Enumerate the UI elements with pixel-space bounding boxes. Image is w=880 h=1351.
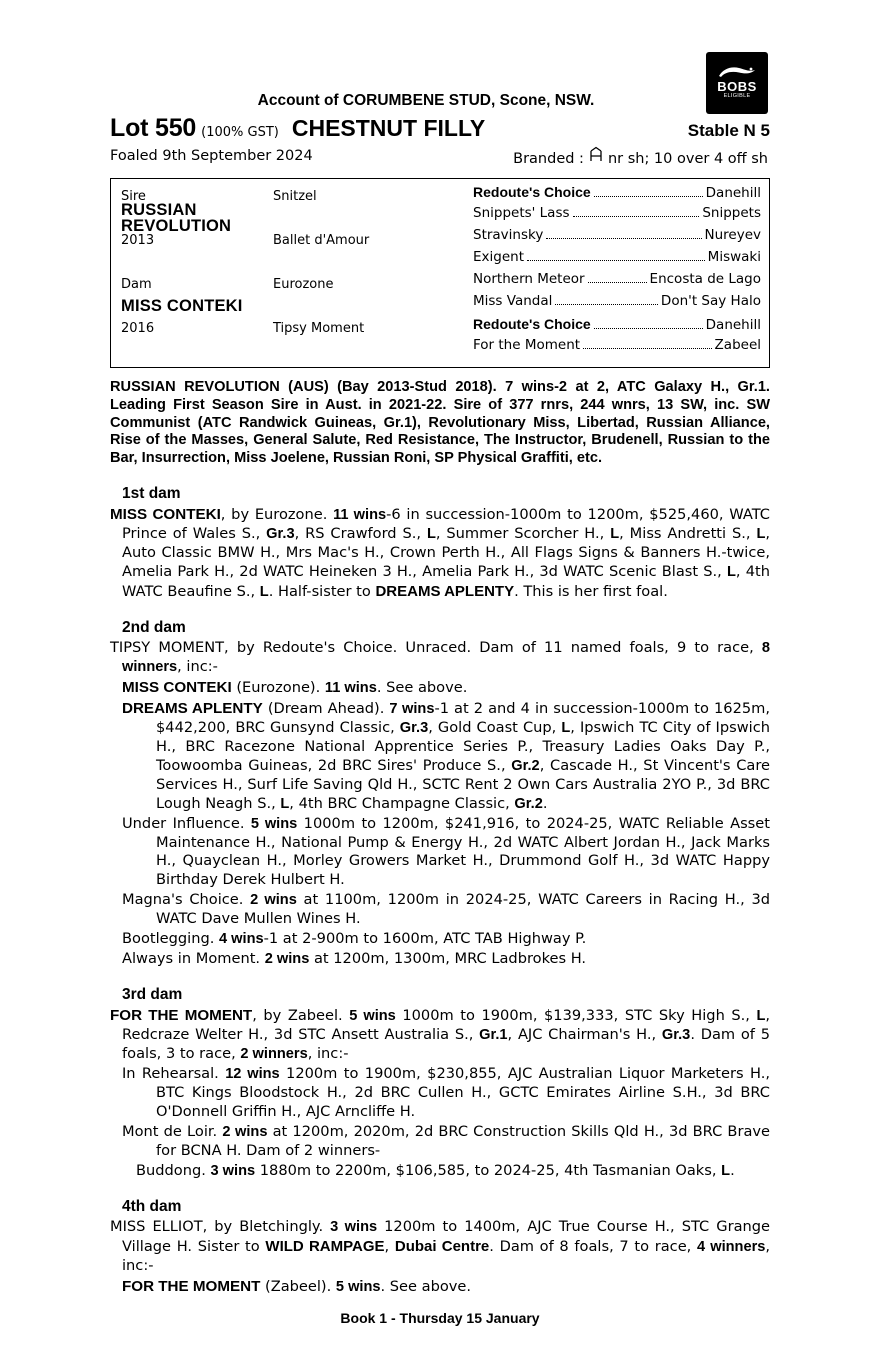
pedigree-entry: MISS ELLIOT, by Bletchingly. 3 wins 1200m to 1400m, AJC True Course H., STC Grange Village H. Sister to WILD RAMPAGE, Dubai Centre. Dam of 8 foals, 7 to race, 4 winners, inc:- bbox=[110, 1218, 771, 1274]
pedigree-entry: FOR THE MOMENT (Zabeel). 5 wins. See above. bbox=[122, 1277, 472, 1295]
branded-label: Branded : bbox=[513, 151, 584, 167]
pedigree-entry: MISS CONTEKI, by Eurozone. 11 wins-6 in succession-1000m to 1200m, $525,460, WATC Prince of Wales S., Gr.3, RS Crawford S., L, Summer Scorcher H., L, Miss Andretti S., L, Auto Classic BMW H., Mrs Mac's H., Crown Perth H., All Flags Signs & Banners H.-twice, Amelia Park H., 2d WATC Heineken 3 H., Amelia Park H., 3d WATC Scenic Blast S., L, 4th WATC Beaufine S., L. Half-sister to DREAMS APLENTY. This is her first foal. bbox=[110, 505, 770, 600]
pedigree-entry: MISS CONTEKI (Eurozone). 11 wins. See above. bbox=[122, 678, 468, 696]
grandparent-name: Exigent bbox=[473, 251, 524, 265]
pedigree-entry: Buddong. 3 wins 1880m to 2200m, $106,585, to 2024-25, 4th Tasmanian Oaks, L. bbox=[136, 1162, 735, 1180]
dam-heading: 4th dam bbox=[122, 1198, 182, 1216]
grandparent-name: Northern Meteor bbox=[473, 273, 585, 287]
dam-year: 2016 bbox=[121, 320, 155, 336]
pedigree-entry: Bootlegging. 4 wins-1 at 2-900m to 1600m, ATC TAB Highway P. bbox=[122, 930, 587, 948]
grandparent-sire: Don't Say Halo bbox=[660, 295, 761, 309]
leader-dots bbox=[555, 304, 658, 305]
grandparent-sire: Snippets bbox=[702, 207, 761, 221]
pedigree-entry: Magna's Choice. 2 wins at 1100m, 1200m in 2024-25, WATC Careers in Racing H., 3d WATC Dave Mullen Wines H. bbox=[122, 891, 771, 928]
spacer-row bbox=[121, 251, 473, 273]
pedigree-entry: In Rehearsal. 12 wins 1200m to 1900m, $230,855, AJC Australian Liquor Marketers H., BTC Kings Bloodstock H., 2d BRC Cullen H., GCTC Emirates Airline S.H., 3d BRC O'Donnell Griffin H., AJC Arncliffe H. bbox=[122, 1065, 770, 1121]
dam-heading: 2nd dam bbox=[122, 618, 186, 636]
dam-label: Dam bbox=[121, 276, 152, 292]
grandparent-row bbox=[473, 317, 761, 339]
pedigree-table bbox=[110, 178, 770, 368]
sire-dam: Ballet d'Amour bbox=[273, 232, 370, 248]
stable-number: Stable N 5 bbox=[687, 121, 770, 140]
leader-dots bbox=[594, 196, 703, 197]
pedigree-right-column bbox=[473, 185, 761, 361]
dam-label-row bbox=[121, 273, 473, 295]
pedigree-sections bbox=[110, 485, 770, 1297]
grandparent-row bbox=[473, 295, 761, 317]
grandparent-name: Snippets' Lass bbox=[473, 207, 570, 221]
page-content bbox=[110, 48, 770, 1298]
dam-year-row bbox=[121, 317, 473, 339]
leader-dots bbox=[546, 238, 701, 239]
bobs-sub: ELIGIBLE bbox=[723, 93, 751, 100]
leader-dots bbox=[588, 282, 647, 283]
pedigree-entry: TIPSY MOMENT, by Redoute's Choice. Unraced. Dam of 11 named foals, 9 to race, 8 winners, inc:- bbox=[110, 638, 770, 675]
pedigree-entry: Under Influence. 5 wins 1000m to 1200m, $241,916, to 2024-25, WATC Reliable Asset Maintenance H., National Pump & Energy H., 2d WATC Albert Jordan H., Jack Marks H., Quayclean H., Morley Growers Market H., Drummond Golf H., 3d WATC Happy Birthday Derek Hulbert H. bbox=[122, 814, 770, 889]
dam-name: MISS CONTEKI bbox=[121, 296, 243, 315]
grandparent-name: Stravinsky bbox=[473, 229, 544, 243]
sire-name: RUSSIAN REVOLUTION bbox=[121, 200, 232, 235]
sire-label: Sire bbox=[121, 188, 146, 204]
foaled-date: Foaled 9th September 2024 bbox=[110, 148, 313, 164]
grandparent-sire: Miswaki bbox=[707, 251, 761, 265]
grandparent-row bbox=[473, 229, 761, 251]
lot-left bbox=[110, 114, 485, 143]
dam-dam: Tipsy Moment bbox=[273, 320, 365, 336]
leader-dots bbox=[594, 328, 703, 329]
dam-sire: Eurozone bbox=[273, 276, 334, 292]
dam-heading: 1st dam bbox=[122, 484, 181, 502]
grandparent-name: Miss Vandal bbox=[473, 295, 553, 309]
grandparent-row bbox=[473, 339, 761, 361]
sire-name-row bbox=[121, 200, 473, 235]
foaled-row bbox=[110, 148, 770, 170]
grandparent-sire: Encosta de Lago bbox=[649, 273, 761, 287]
pedigree-left-column bbox=[121, 185, 473, 361]
brand-info bbox=[513, 148, 768, 170]
grandparent-row bbox=[473, 185, 761, 207]
sire-year: 2013 bbox=[121, 232, 155, 248]
grandparent-sire: Nureyev bbox=[704, 229, 761, 243]
pedigree-entry: Mont de Loir. 2 wins at 1200m, 2020m, 2d BRC Construction Skills Qld H., 3d BRC Brave for BCNA H. Dam of 2 winners- bbox=[122, 1123, 770, 1160]
sire-sire: Snitzel bbox=[273, 188, 317, 204]
grandparent-row bbox=[473, 251, 761, 273]
page-footer: Book 1 - Thursday 15 January bbox=[340, 1310, 540, 1326]
grandparent-sire: Danehill bbox=[705, 317, 761, 333]
account-line: Account of CORUMBENE STUD, Scone, NSW. bbox=[257, 92, 595, 109]
grandparent-row bbox=[473, 273, 761, 295]
gst-note: (100% GST) bbox=[201, 125, 279, 140]
pedigree-entry: Always in Moment. 2 wins at 1200m, 1300m, MRC Ladbrokes H. bbox=[122, 950, 587, 968]
bobs-word: BOBS bbox=[717, 79, 757, 95]
lot-number: Lot 550 bbox=[110, 114, 197, 142]
grandparent-sire: Zabeel bbox=[714, 339, 761, 353]
leader-dots bbox=[527, 260, 705, 261]
pedigree-entry: DREAMS APLENTY (Dream Ahead). 7 wins-1 at 2 and 4 in succession-1000m to 1625m, $442,200, BRC Gunsynd Classic, Gr.3, Gold Coast Cup, L, Ipswich TC City of Ipswich H., BRC Racezone National Apprentice Series P., Treasury Ladies Oaks Day P., Toowoomba Guineas, 2d BRC Sires' Produce S., Gr.2, Cascade H., St Vincent's Care Services H., Surf Life Saving Qld H., SCTC Rent 2 Own Cars Australia 2YO P., 3d BRC Lough Neagh S., L, 4th BRC Champagne Classic, Gr.2. bbox=[122, 699, 771, 812]
grandparent-sire: Danehill bbox=[705, 185, 761, 201]
brand-symbol-icon bbox=[588, 146, 604, 168]
lot-row bbox=[110, 114, 770, 143]
sire-summary: RUSSIAN REVOLUTION (AUS) (Bay 2013-Stud 2018). 7 wins-2 at 2, ATC Galaxy H., Gr.1. Leading First Season Sire in Aust. in 2021-22. Sire of 377 rnrs, 244 wnrs, 13 SW, inc. SW Communist (ATC Randwick Guineas, Gr.1), Revolutionary Miss, Libertad, Russian Alliance, Rise of the Masses, General Salute, Red Resistance, The Instructor, Brudenell, Russian to the Bar, Insurrection, Miss Joelene, Russian Roni, SP Physical Graffiti, etc. bbox=[110, 379, 770, 467]
grandparent-name: Redoute's Choice bbox=[473, 317, 591, 332]
leader-dots bbox=[573, 216, 700, 217]
branded-value: nr sh; 10 over 4 off sh bbox=[607, 151, 768, 167]
dam-name-row bbox=[121, 295, 473, 317]
grandparent-name: For the Moment bbox=[473, 339, 581, 353]
leader-dots bbox=[583, 348, 712, 349]
pedigree-entry: FOR THE MOMENT, by Zabeel. 5 wins 1000m to 1900m, $139,333, STC Sky High S., L, Redcraze Welter H., 3d STC Ansett Australia S., Gr.1, AJC Chairman's H., Gr.3. Dam of 5 foals, 3 to race, 2 winners, inc:- bbox=[110, 1007, 771, 1063]
dam-heading: 3rd dam bbox=[122, 986, 183, 1004]
colour-sex: CHESTNUT FILLY bbox=[291, 115, 486, 141]
grandparent-name: Redoute's Choice bbox=[473, 185, 591, 200]
grandparent-row bbox=[473, 207, 761, 229]
